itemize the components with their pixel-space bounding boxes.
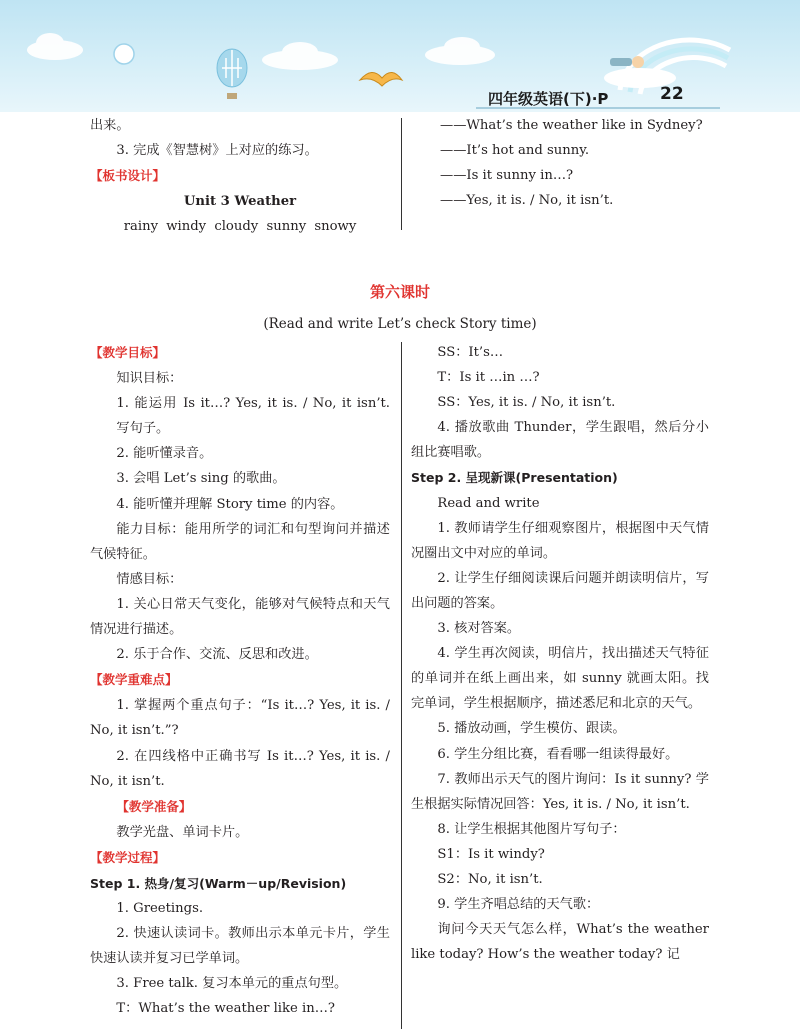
dialogue-line: ——It’s hot and sunny. [440,143,590,159]
lesson-title: 第六课时 [369,283,430,301]
text-line: 情感目标： [116,571,183,587]
board-words: rainy windy cloudy sunny snowy [123,219,357,235]
lesson-subtitle: (Read and write Let’s check Story time) [263,316,537,332]
dialogue-line: T：Is it …in …? [437,370,540,386]
text-line: S1：Is it windy? [437,846,545,862]
text-line: 3. Free talk. 复习本单元的重点句型。 [116,976,348,992]
dialogue-line: SS：It’s… [437,345,504,360]
text-line: 能力目标：能用所学的词汇和句型询问并描述气候特征。 [90,521,390,562]
cloud-icon [27,33,83,60]
dialogue-line: ——Yes, it is. / No, it isn’t. [440,193,614,209]
text-line: 8. 让学生根据其他图片写句子： [437,821,626,837]
text-line: 询问今天天气怎么样，What’s the weather like today? How’s the weather today? 记 [411,922,709,963]
dialogue-line: SS：Yes, it is. / No, it isn’t. [437,395,616,411]
text-line: 4. 学生再次阅读，明信片，找出描述天气特征的单词并在纸上画出来，如 sunny 就画太阳。找完单词，学生根据顺序，描述悉尼和北京的天气。 [411,646,709,712]
left-column [90,340,390,1022]
text-line: T：What’s the weather like in…? [116,1001,335,1017]
column-divider [401,118,402,230]
text-line: 知识目标： [116,371,183,387]
text-line: 1. 掌握两个重点句子：“Is it…? Yes, it is. / No, it isn’t.”? [90,698,390,739]
text-line: 9. 学生齐唱总结的天气歌： [437,897,600,913]
board-title: Unit 3 Weather [183,194,297,210]
text-line: 3. 完成《智慧树》上对应的练习。 [116,143,318,159]
step-title: Step 2. 呈现新课(Presentation) [411,470,618,486]
top-left-block [90,113,390,239]
process-tag: 【教学过程】 [90,849,166,865]
sun-icon [114,44,134,64]
prep-tag: 【教学准备】 [116,798,192,814]
text-line: 4. 播放歌曲 Thunder，学生跟唱，然后分小组比赛唱歌。 [411,420,709,461]
text-line: 4. 能听懂并理解 Story time 的内容。 [116,496,344,512]
dialogue-line: ——Is it sunny in…? [440,168,574,184]
page-number: 22 [660,84,684,104]
top-right-block [440,113,740,213]
bird-icon [360,72,402,86]
text-line: 5. 播放动画，学生模仿、跟读。 [437,721,626,737]
text-line: 1. 教师请学生仔细观察图片，根据图中天气情况圈出文中对应的单词。 [411,520,709,561]
text-line: 2. 乐于合作、交流、反思和改进。 [116,647,318,663]
text-line: 2. 快速认读词卡。教师出示本单元卡片，学生快速认读并复习已学单词。 [90,926,390,967]
text-line: 6. 学生分组比赛，看看哪一组读得最好。 [437,746,679,762]
book-title: 四年级英语(下)·P [488,90,609,108]
text-line: 1. 能运用 Is it…? Yes, it is. / No, it isn’t. 写句子。 [116,396,390,437]
text-line: 2. 在四线格中正确书写 Is it…? Yes, it is. / No, it isn’t. [90,748,390,789]
text-line: 出来。 [90,118,130,133]
text-line: 7. 教师出示天气的图片询问：Is it sunny? 学生根据实际情况回答：Yes, it is. / No, it isn’t. [411,771,709,812]
column-divider [401,342,402,1029]
section-label: Read and write [437,495,540,511]
board-design-tag: 【板书设计】 [90,168,166,184]
text-line: 教学光盘、单词卡片。 [116,824,249,840]
right-column [411,340,709,967]
text-line: 3. 会唱 Let’s sing 的歌曲。 [116,471,286,487]
dialogue-line: ——What’s the weather like in Sydney? [440,118,703,133]
text-line: 2. 让学生仔细阅读课后问题并朗读明信片，写出问题的答案。 [411,570,709,611]
key-points-tag: 【教学重难点】 [90,672,178,688]
text-line: 1. 关心日常天气变化，能够对气候特点和天气情况进行描述。 [90,596,390,638]
page-header [0,0,800,112]
step-title: Step 1. 热身/复习(Warm－up/Revision) [90,875,347,891]
hot-air-balloon-icon [217,49,247,99]
cloud-icon [262,42,338,70]
text-line: S2：No, it isn’t. [437,871,543,887]
text-line: 3. 核对答案。 [437,621,521,637]
text-line: 1. Greetings. [116,901,204,917]
goals-tag: 【教学目标】 [90,345,166,360]
text-line: 2. 能听懂录音。 [116,446,213,462]
cloud-icon [425,37,495,65]
